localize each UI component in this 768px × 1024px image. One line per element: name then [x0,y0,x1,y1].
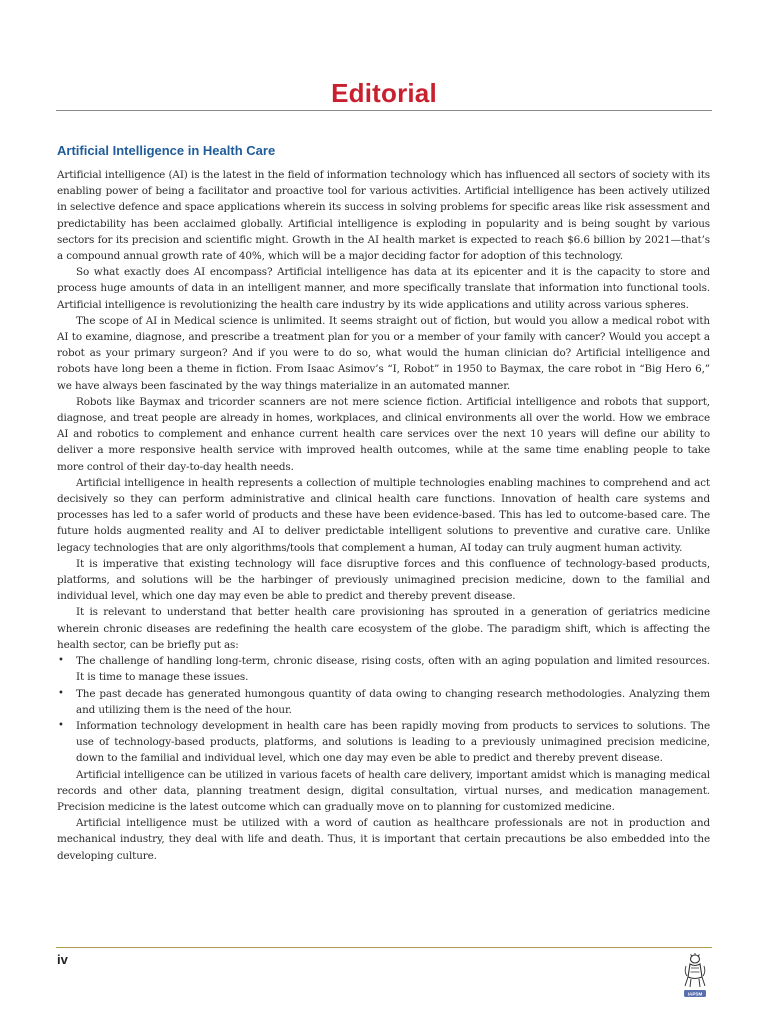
section-title: Editorial [331,78,437,108]
article-title: Artificial Intelligence in Health Care [57,143,276,158]
list-item [57,686,710,718]
header-rule [56,110,712,111]
article-body [57,167,710,864]
list-item [57,718,710,767]
paragraph: Artificial intelligence can be utilized in various facets of health care delivery, important amidst which is managing medical records and other data, planning treatment design, digital consultation, virtual nurses, and medication management. Precision medicine is the latest outcome which can gradually move on to planning for customized medicine. [57,768,710,813]
paragraph: It is relevant to understand that better health care provisioning has sprouted in a generation of geriatrics medicine wherein chronic diseases are redefining the health care ecosystem of the globe. The paradigm shift, which is affecting the health sector, can be briefly put as: [57,606,710,651]
paragraph: Artificial intelligence (AI) is the latest in the field of information technology which has influenced all sectors of society with its enabling power of being a facilitator and proactive tool for various activities. Artificial intelligence has been actively utilized in selective defence and space applications wherein its success in solving problems for specific areas like risk assessment and predictability has been acclaimed globally. Artificial intelligence is exploding in popularity and is being sought by various sectors for its precision and scientific might. Growth in the AI health market is expected to reach $6.6 billion by 2021—that’s a compound annual growth rate of 40%, which will be a major deciding factor for adoption of this technology. [57,169,710,263]
page-number: iv [57,952,68,967]
society-emblem-icon [681,952,709,1000]
paragraph: Artificial intelligence in health represents a collection of multiple technologies enabling machines to comprehend and act decisively so they can perform administrative and clinical health care functions. Innovation of health care systems and processes has led to a safer world of products and these have been evidence-based. This has led to outcome-based care. The future holds augmented reality and AI to deliver predictable intelligent solutions to preventive and curative care. Unlike legacy technologies that are only algorithms/tools that complement a human, AI today can truly augment human activity. [57,476,710,554]
paragraph: So what exactly does AI encompass? Artificial intelligence has data at its epicenter and it is the capacity to store and process huge amounts of data in an intelligent manner, and more specifically translate that information into functional tools. Artificial intelligence is revolutionizing the health care industry by its wide applications and utility across various spheres. [57,266,710,311]
paragraph: The scope of AI in Medical science is unlimited. It seems straight out of fiction, but would you allow a medical robot with AI to examine, diagnose, and prescribe a treatment plan for you or a member of your family with cancer? Would you accept a robot as your primary surgeon? And if you were to do so, what would the human clinician do? Artificial intelligence and robots have long been a theme in fiction. From Isaac Asimov’s “I, Robot” in 1950 to Baymax, the care robot in “Big Hero 6,” we have always been fascinated by the way things materialize in an automated manner. [57,314,710,392]
list-item-text: Information technology development in health care has been rapidly moving from products to services to solutions. The use of technology-based products, platforms, and solutions is leading to a previously unimagined precision medicine, down to the familial and individual level, which one day may even be able to predict and thereby prevent disease. [76,719,710,765]
bullet-list [57,653,710,766]
bullet-icon: • [58,687,64,699]
paragraph: Artificial intelligence must be utilized with a word of caution as healthcare professionals are not in production and mechanical industry, they deal with life and death. Thus, it is important that certain precautions be also embedded into the developing culture. [57,817,710,862]
bullet-icon: • [58,719,64,731]
paragraph: Robots like Baymax and tricorder scanners are not mere science fiction. Artificial intelligence and robots that support, diagnose, and treat people are already in homes, workplaces, and clinical environments all over the world. How we embrace AI and robotics to complement and enhance current health care services over the next 10 years will define our ability to deliver a more responsive health service with improved health outcomes, while at the same time enabling people to take more control of their day-to-day health needs. [57,395,710,473]
footer-rule [56,947,712,948]
paragraph: It is imperative that existing technology will face disruptive forces and this confluence of technology-based products, platforms, and solutions will be the harbinger of previously unimagined precision medicine, down to the familial and individual level, which one day may even be able to predict and thereby prevent disease. [57,557,710,603]
list-item [57,653,710,685]
list-item-text: The past decade has generated humongous quantity of data owing to changing research methodologies. Analyzing them and utilizing them is the need of the hour. [76,687,710,716]
bullet-icon: • [58,655,64,667]
emblem-caption: IAPSM [687,991,703,997]
list-item-text: The challenge of handling long-term, chronic disease, rising costs, often with an aging population and limited resources. It is time to manage these issues. [76,655,710,684]
